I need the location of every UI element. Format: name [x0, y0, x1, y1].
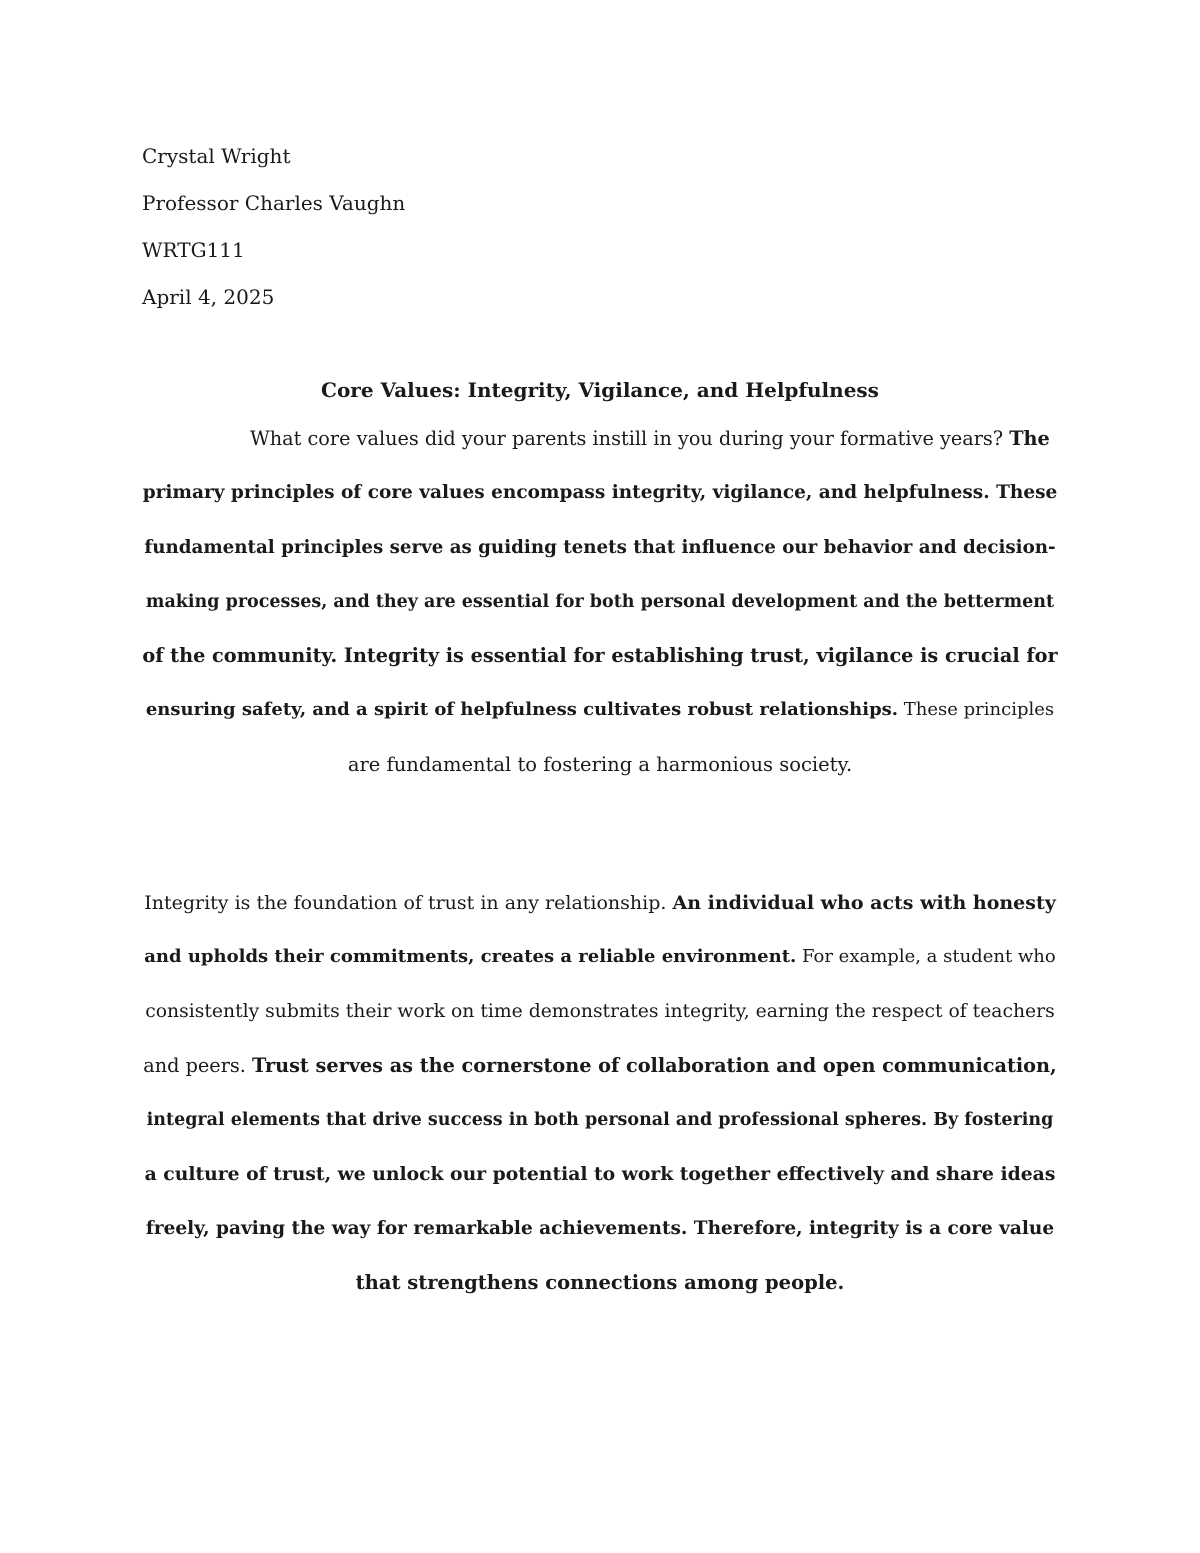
- plain-text: Integrity is the foundation of trust in any relationship.: [144, 892, 673, 914]
- plain-text: are fundamental to fostering a harmonious society.: [347, 752, 853, 776]
- paragraph-line: [142, 1039, 1058, 1093]
- bold-text: integral elements that drive success in both personal and professional spheres. By fostering: [146, 1110, 1054, 1131]
- paragraph-line: [142, 930, 1058, 984]
- plain-text: These principles: [898, 699, 1055, 721]
- bold-text: An individual who acts with honesty: [672, 892, 1056, 914]
- professor-name: Professor Charles Vaughn: [142, 191, 406, 215]
- paragraph-line: [142, 412, 1058, 466]
- paragraph-line: [142, 629, 1058, 683]
- plain-text: What core values did your parents instill in you during your formative years?: [250, 427, 1010, 450]
- intro-paragraph: [142, 412, 1058, 792]
- bold-text: a culture of trust, we unlock our potential to work together effectively and share ideas: [144, 1163, 1056, 1186]
- submission-date: April 4, 2025: [142, 285, 275, 309]
- mla-heading: [142, 140, 1042, 328]
- paragraph-line: [142, 1256, 1058, 1310]
- paragraph-line: [142, 1093, 1058, 1147]
- bold-text: primary principles of core values encompass integrity, vigilance, and helpfulness. These: [142, 482, 1058, 504]
- paragraph-line: [142, 876, 1058, 930]
- paragraph-line: [142, 521, 1058, 575]
- student-name: Crystal Wright: [142, 144, 291, 168]
- integrity-paragraph: [142, 876, 1058, 1310]
- paragraph-line: [142, 466, 1058, 520]
- bold-text: fundamental principles serve as guiding tenets that influence our behavior and decision-: [144, 536, 1056, 558]
- essay-title: Core Values: Integrity, Vigilance, and Helpfulness: [321, 378, 879, 402]
- bold-text: making processes, and they are essential for both personal development and the betterment: [145, 591, 1055, 612]
- bold-text: freely, paving the way for remarkable achievements. Therefore, integrity is a core value: [145, 1217, 1055, 1239]
- bold-text: Trust serves as the cornerstone of collaboration and open communication,: [252, 1053, 1057, 1077]
- paragraph-line: [142, 985, 1058, 1039]
- bold-text: of the community. Integrity is essential for establishing trust, vigilance is crucial for: [142, 644, 1058, 668]
- paragraph-line: [142, 575, 1058, 629]
- paragraph-line: [142, 1147, 1058, 1201]
- course-code: WRTG111: [142, 238, 245, 262]
- paragraph-line: [142, 683, 1058, 737]
- bold-text: and upholds their commitments, creates a reliable environment.: [144, 946, 797, 968]
- plain-text: and peers.: [143, 1053, 253, 1077]
- bold-text: ensuring safety, and a spirit of helpfulness cultivates robust relationships.: [145, 699, 899, 721]
- paragraph-line: [142, 1202, 1058, 1256]
- plain-text: For example, a student who: [796, 946, 1056, 968]
- paragraph-line: [142, 738, 1058, 792]
- bold-text: that strengthens connections among people.: [355, 1271, 845, 1295]
- plain-text: consistently submits their work on time demonstrates integrity, earning the respect of teachers: [145, 1000, 1055, 1022]
- bold-text: The: [1009, 427, 1050, 450]
